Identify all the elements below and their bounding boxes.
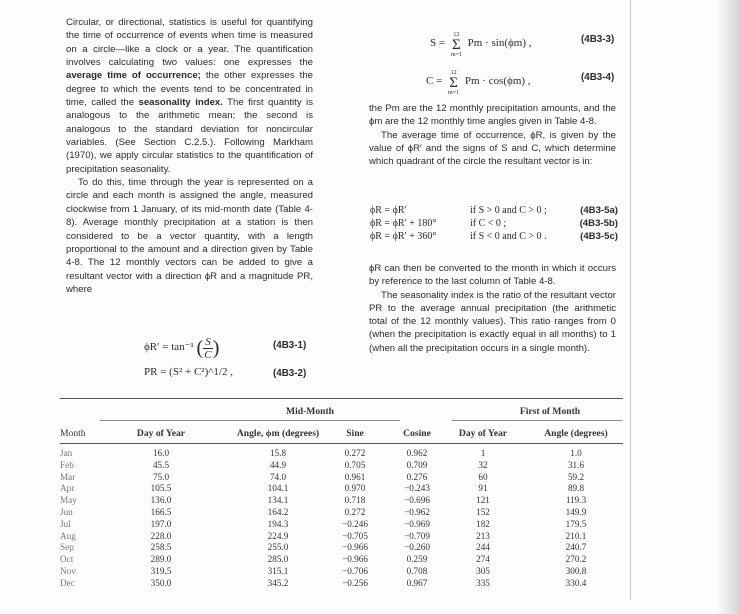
cell-sine: 0.705 bbox=[344, 459, 366, 470]
cell-month: Jun bbox=[60, 507, 73, 517]
cell-month: Aug bbox=[60, 530, 76, 541]
table-row bbox=[60, 448, 623, 459]
column-header-day-of-year: Day of Year bbox=[136, 428, 186, 439]
case-condition: if C < 0 ; bbox=[470, 218, 507, 229]
case-condition: if S < 0 and C > 0 . bbox=[470, 231, 547, 242]
group-header-mid-month: Mid-Month bbox=[286, 406, 334, 417]
cell-mid-day-of-year: 166.5 bbox=[150, 507, 172, 517]
cell-month: Dec bbox=[60, 577, 75, 588]
cell-mid-angle: 44.9 bbox=[269, 459, 287, 470]
cell-cosine: 0.709 bbox=[406, 459, 428, 470]
cell-mid-angle: 134.1 bbox=[267, 495, 289, 506]
right-paragraph-4: The seasonality index is the ratio of the resultant vector PR to the average annual precipitation (the arithmetic total of the 12 monthly values). This ratio ranges from 0 (when the precipitation is exactly equal in all months) to 1 (when all the precipitation occurs in a single month). bbox=[369, 289, 616, 354]
equation-4b3-1 bbox=[144, 336, 219, 361]
column-header-first-day-of-year: Day of Year bbox=[458, 428, 508, 439]
cell-first-day-of-year: 213 bbox=[476, 530, 490, 541]
cell-mid-angle: 255.0 bbox=[267, 542, 289, 553]
equation-4b3-5 bbox=[370, 204, 618, 243]
cell-mid-day-of-year: 136.0 bbox=[150, 495, 172, 506]
equation-number: (4B3-3) bbox=[581, 34, 615, 45]
right-text-block-1 bbox=[369, 102, 616, 168]
equation-lhs: S = bbox=[430, 37, 446, 49]
column-header-first-angle: Angle (degrees) bbox=[544, 428, 608, 439]
summation bbox=[451, 30, 462, 60]
cell-month: May bbox=[60, 495, 77, 506]
table-row bbox=[60, 483, 623, 494]
cell-cosine: −0.969 bbox=[404, 518, 430, 529]
cell-sine: −0.966 bbox=[342, 542, 368, 553]
cell-mid-day-of-year: 16.0 bbox=[152, 448, 170, 458]
cell-month: Mar bbox=[60, 471, 76, 482]
cell-first-angle: 210.1 bbox=[565, 530, 587, 541]
table-row bbox=[60, 578, 623, 589]
cell-first-day-of-year: 244 bbox=[476, 542, 490, 553]
paren-right: ) bbox=[212, 337, 220, 359]
equation-4b3-4 bbox=[426, 68, 531, 98]
cell-month: Nov bbox=[60, 566, 76, 576]
cell-month: Jan bbox=[60, 448, 73, 458]
sum-upper-limit: 12 bbox=[450, 70, 457, 76]
equation-body: Pm · cos(ϕm) , bbox=[464, 75, 531, 87]
equation-lhs: C = bbox=[426, 75, 443, 87]
page-edge-shadow bbox=[715, 0, 739, 614]
cell-first-day-of-year: 305 bbox=[476, 566, 490, 576]
cell-sine: −0.256 bbox=[342, 577, 368, 588]
table-row bbox=[60, 507, 623, 518]
cell-mid-angle: 104.1 bbox=[267, 483, 289, 494]
cell-cosine: −0.260 bbox=[404, 542, 430, 553]
column-header-month: Month bbox=[60, 428, 86, 439]
sum-lower-limit: m=1 bbox=[450, 52, 462, 58]
group-rule-mid bbox=[100, 420, 400, 421]
summation bbox=[448, 68, 459, 98]
cell-first-day-of-year: 152 bbox=[476, 507, 490, 517]
cell-cosine: −0.243 bbox=[404, 483, 430, 494]
cell-cosine: −0.962 bbox=[404, 507, 430, 517]
equation-4b3-2: PR = (S² + C²)^1/2 , bbox=[144, 366, 233, 378]
equation-number: (4B3-5a) bbox=[580, 205, 618, 216]
cell-first-angle: 179.5 bbox=[565, 518, 587, 529]
case-expression: ϕR = ϕR′ + 360° bbox=[370, 231, 437, 242]
cell-mid-angle: 315.1 bbox=[267, 566, 289, 576]
cell-first-day-of-year: 91 bbox=[478, 483, 488, 494]
cell-mid-angle: 194.3 bbox=[267, 518, 289, 529]
cell-first-angle: 59.2 bbox=[567, 471, 585, 482]
cell-first-day-of-year: 182 bbox=[476, 518, 490, 529]
equation-number: (4B3-2) bbox=[273, 368, 307, 379]
term-average-time: average time of occurrence; bbox=[66, 70, 201, 82]
cell-cosine: 0.259 bbox=[406, 554, 428, 565]
cell-first-angle: 31.6 bbox=[567, 459, 585, 470]
fraction bbox=[203, 336, 213, 361]
cell-sine: −0.705 bbox=[342, 530, 368, 541]
cell-mid-day-of-year: 289.0 bbox=[150, 554, 172, 565]
cell-mid-angle: 15.8 bbox=[269, 448, 287, 458]
cell-first-day-of-year: 335 bbox=[476, 577, 490, 588]
cell-first-angle: 149.9 bbox=[565, 507, 587, 517]
cell-cosine: −0.709 bbox=[404, 530, 430, 541]
cell-mid-angle: 285.0 bbox=[267, 554, 289, 565]
cell-mid-angle: 164.2 bbox=[267, 507, 289, 517]
cell-cosine: 0.962 bbox=[406, 448, 428, 458]
table-top-rule bbox=[60, 398, 623, 399]
case-expression: ϕR = ϕR′ bbox=[370, 205, 407, 216]
case-condition: if S > 0 and C > 0 ; bbox=[470, 205, 547, 216]
cell-mid-angle: 224.9 bbox=[267, 530, 289, 541]
header-bottom-rule bbox=[60, 443, 623, 444]
table-row bbox=[60, 554, 623, 565]
page-border bbox=[630, 0, 631, 600]
right-paragraph-2: The average time of occurrence, ϕR, is given by the value of ϕR′ and the signs of S and C, which determine which quadrant of the circle the resultant vector is in: bbox=[369, 129, 616, 168]
table-row bbox=[60, 519, 623, 530]
equation-body: Pm · sin(ϕm) , bbox=[467, 37, 532, 49]
cell-mid-day-of-year: 197.0 bbox=[150, 518, 172, 529]
cell-sine: 0.718 bbox=[344, 495, 366, 506]
column-header-cosine: Cosine bbox=[403, 428, 431, 439]
case-row bbox=[370, 204, 618, 217]
case-row bbox=[370, 230, 618, 243]
equation-4b3-3 bbox=[430, 30, 532, 60]
cell-mid-day-of-year: 319.5 bbox=[150, 566, 172, 576]
equation-lhs: ϕR′ = tan⁻¹ bbox=[144, 341, 194, 353]
cell-sine: −0.966 bbox=[342, 554, 368, 565]
cell-sine: 0.970 bbox=[344, 483, 366, 494]
cell-first-day-of-year: 32 bbox=[478, 459, 488, 470]
cell-first-angle: 89.8 bbox=[567, 483, 585, 494]
equation-number: (4B3-1) bbox=[273, 340, 307, 351]
equation-number: (4B3-4) bbox=[581, 72, 615, 83]
cell-first-angle: 240.7 bbox=[565, 542, 587, 553]
case-row bbox=[370, 217, 618, 230]
sum-lower-limit: m=1 bbox=[448, 90, 460, 96]
cell-month: Apr bbox=[60, 483, 75, 494]
group-rule-first bbox=[452, 420, 622, 421]
case-expression: ϕR = ϕR′ + 180° bbox=[370, 218, 437, 229]
left-column bbox=[66, 16, 313, 296]
sum-upper-limit: 12 bbox=[453, 32, 460, 38]
text-run: the other expresses the degree to which the events tend to be concentrated in time, called the bbox=[66, 70, 313, 109]
cell-first-angle: 270.2 bbox=[565, 554, 587, 565]
equation-number: (4B3-5b) bbox=[579, 218, 618, 229]
fraction-numerator: S bbox=[205, 336, 211, 348]
table-row bbox=[60, 460, 623, 471]
paren-left: ( bbox=[196, 337, 204, 359]
cell-sine: 0.961 bbox=[344, 471, 366, 482]
cell-first-angle: 1.0 bbox=[570, 448, 582, 458]
text-run: Circular, or directional, statistics is useful for quantifying the time of occurrence of events when time is measured on a circle—like a clock or a year. The quantification involves calculating two values: one expresses the bbox=[66, 17, 313, 69]
cell-mid-day-of-year: 350.0 bbox=[150, 577, 172, 588]
cell-first-angle: 119.3 bbox=[565, 495, 587, 506]
right-paragraph-1: the Pm are the 12 monthly precipitation amounts, and the ϕm are the 12 monthly time angles given in Table 4-8. bbox=[369, 103, 616, 128]
text-run: The first quantity is analogous to the arithmetic mean; the second is analogous to the standard deviation for noncircular variables. (See Section C.2.5.). Following Markham (1970), we apply circular statistics to the quantification of precipitation seasonality. bbox=[66, 97, 313, 175]
cell-month: Jul bbox=[60, 518, 71, 529]
table-row bbox=[60, 495, 623, 506]
cell-cosine: 0.276 bbox=[406, 471, 428, 482]
table-row bbox=[60, 531, 623, 542]
cell-first-day-of-year: 274 bbox=[476, 554, 490, 565]
cell-mid-day-of-year: 228.0 bbox=[150, 530, 172, 541]
left-paragraph-2: To do this, time through the year is represented on a circle and each month is assigned the angle, measured clockwise from 1 January, of its mid-month date (Table 4-8). Average monthly precipitation at a station is then considered to be a vector quantity, with a length proportional to the amount and a direction given by Table 4-8. The 12 monthly vectors can be added to give a resultant vector with a direction ϕR and a magnitude PR, where bbox=[66, 177, 313, 295]
table-row bbox=[60, 566, 623, 577]
cell-month: Sep bbox=[60, 542, 74, 553]
cell-mid-day-of-year: 258.5 bbox=[150, 542, 172, 553]
sigma-icon: Σ bbox=[451, 37, 461, 53]
group-header-first-of-month: First of Month bbox=[519, 406, 581, 417]
cell-sine: 0.272 bbox=[344, 507, 366, 517]
sigma-icon: Σ bbox=[449, 75, 458, 91]
cell-cosine: 0.967 bbox=[406, 577, 428, 588]
cell-mid-day-of-year: 75.0 bbox=[152, 471, 170, 482]
column-header-angle: Angle, ϕm (degrees) bbox=[236, 428, 320, 439]
cell-first-angle: 330.4 bbox=[565, 577, 587, 588]
right-text-block-2 bbox=[369, 262, 616, 355]
equation-number: (4B3-5c) bbox=[580, 231, 618, 242]
cell-sine: −0.706 bbox=[342, 566, 368, 576]
cell-first-day-of-year: 60 bbox=[478, 471, 488, 482]
cell-cosine: 0.708 bbox=[406, 566, 428, 576]
cell-month: Feb bbox=[60, 459, 74, 470]
cell-mid-day-of-year: 45.5 bbox=[152, 459, 170, 470]
cell-first-day-of-year: 1 bbox=[480, 448, 486, 458]
fraction-denominator: C bbox=[204, 349, 212, 361]
term-seasonality-index: seasonality index. bbox=[138, 97, 223, 109]
cell-sine: −0.246 bbox=[342, 518, 368, 529]
cell-cosine: −0.696 bbox=[404, 495, 430, 506]
table-row bbox=[60, 472, 623, 483]
column-header-sine: Sine bbox=[346, 428, 364, 439]
left-paragraph-1 bbox=[66, 16, 313, 176]
cell-mid-angle: 345.2 bbox=[267, 577, 289, 588]
right-paragraph-3: ϕR can then be converted to the month in which it occurs by reference to the last column of Table 4-8. bbox=[369, 263, 616, 288]
cell-sine: 0.272 bbox=[344, 448, 366, 458]
cell-first-day-of-year: 121 bbox=[476, 495, 490, 506]
cell-first-angle: 300.8 bbox=[565, 566, 587, 576]
cell-mid-day-of-year: 105.5 bbox=[150, 483, 172, 494]
table-row bbox=[60, 542, 623, 553]
cell-mid-angle: 74.0 bbox=[269, 471, 287, 482]
cell-month: Oct bbox=[60, 554, 74, 565]
